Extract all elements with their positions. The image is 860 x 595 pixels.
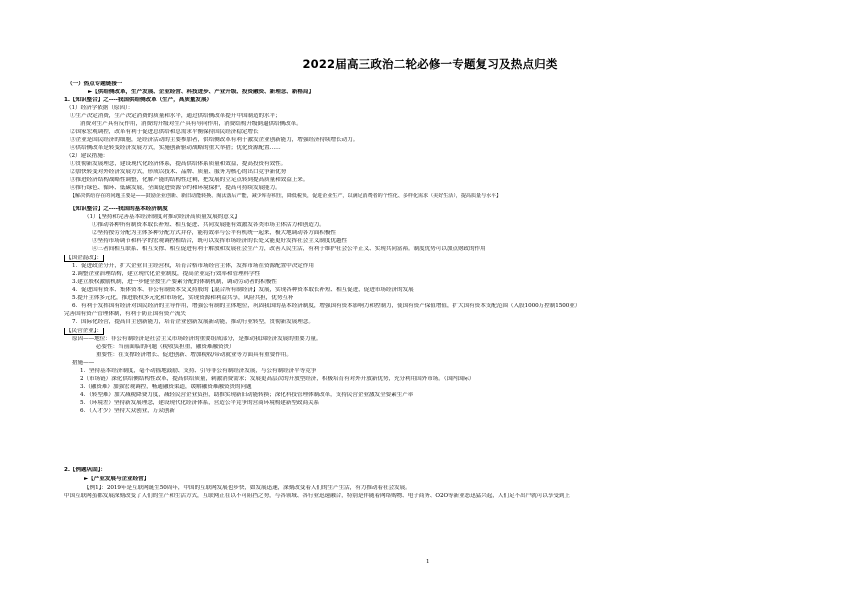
paragraph-line: （1）【坚持和完善基本经济制度对推动经济高质量发展的意义】 (84, 214, 240, 220)
paragraph-line: 6．有利于发挥国有经济对国民经济的主导作用，增强公有制的主体地位，巩固我国的基本经济制度，增强国有资本影响力和控制力，使国有资产保值增值，扩大国有资本支配范围（入股1000万控制1500业） (72, 303, 581, 309)
paragraph-line: ④供给侧改革是转变经济发展方式，实施创新驱动战略的重大举措；优化资源配置…… (70, 145, 281, 151)
paragraph-line: 中国互联网虽都发展深刻改变了人们的生产和生活方式，互联网正在以不可阻挡之势，与各领域、各行业迅速融合，特别是伴随着网络购物、电子商务、O2O等新业态迅猛兴起，人们足不出户就可以享受到上 (64, 493, 570, 499)
knowledge-heading: 1.【知识整合】之----我国供给侧改革（生产，高质量发展） (64, 97, 213, 103)
paragraph-line: 3.建立股权激励机制，进一步健全按生产要素分配的体制机制，调动劳动者的积极性 (72, 279, 277, 285)
document-title: 2022届高三政治二轮必修一专题复习及热点归类 (302, 57, 558, 71)
paragraph-line: ②坚持按劳分配为主体多种分配方式并存，能将效率与公平有机统一起来，极大地调动各方面积极性 (92, 230, 336, 236)
boxed-heading (64, 255, 104, 262)
paragraph-line: ③推进经济结构战略性调整，化解产能的结构性过剩，把发展的立足点转到提高质量和效益上来。 (70, 177, 309, 183)
paragraph-line: 必要性：当前面临的问题（税收负担重，融资难融资贵） (96, 344, 235, 350)
section-heading: （一）热点专题链接一 (67, 81, 123, 87)
paragraph-line: 消费对生产具有反作用，消费的升级对生产具有导向作用，消费结构升级倒逼供给侧改革。 (80, 121, 302, 127)
boxed-heading (64, 328, 104, 335)
page-number: 1 (426, 559, 430, 565)
paragraph-line: 5．（环境差）坚持新发展理念，建设现代化经济体系，营造公平竞争的营商环境构建新型政商关系 (80, 400, 320, 406)
paragraph-line: ①生产决定消费，生产决定消费的质量和水平，通过供给侧改革提升中国制造的水平； (70, 113, 281, 119)
paragraph-line: 原因——地位：非公有制经济是社会主义市场经济的重要组成部分，是推动我国经济发展的重要力量。 (72, 336, 322, 342)
paragraph-line: 4．促进国有资本、集体资本、非公有制资本交叉持股的【混合所有制经济】发展，实现各种资本取长补短、相互促进，促进市场经济的发展 (72, 287, 414, 293)
box-label: 【民营企业】： (66, 328, 103, 334)
paragraph-line: 措施—— (72, 360, 95, 366)
paragraph-line: 重要性：在支撑经济增长、促进创新、增加税收/带动就业等方面具有重要作用。 (96, 352, 292, 358)
paragraph-line: 【例1】：2019年是互联网诞生50周年，中国的互联网发展也步快，如发展迅速，深刻改变着人们的生产生活，有力推动着社会发展。 (84, 485, 411, 491)
paragraph-line: 1．坚持基本经济制度，毫不动摇地鼓励、支持、引导非公有制经济发展，与公有制经济平等竞争 (80, 368, 317, 374)
paragraph-line: ④推行绿色、循环、低碳发展，全面促进资源节约和环境保护，提高可持续发展能力。 (70, 185, 281, 191)
paragraph-line: 4．（转型难）加大减税降费力度，减轻民营企业负担，助推实现新旧动能转换；深化科技管理体制改革，支持民营企业激发全要素生产率 (80, 392, 414, 398)
paragraph-line: ③坚持市场调节和科学的宏观调控相结合，既可以发挥市场经济的长处又能更好发挥社会主义制度优越性 (92, 238, 348, 244)
paragraph-line: （1）经济学依据（原因）： (66, 105, 134, 111)
paragraph-line: 【解决供给存在的问题主要是——鼓励企业创新、新旧动能转换、淘汰落后产能，减少库存积压，降低税负，促进企业生产，以满足消费者的个性化、多样化需求（美好生活），提高质量与水平】 (70, 193, 502, 199)
box-label: 【国企混改】： (66, 255, 103, 261)
paragraph-line: ②国家宏观调控，改革有利于促进总供给和总需求平衡保持国民经济稳定增长 (70, 129, 259, 135)
paragraph-line: 3.（融资难）加强宏观调控，畅通融资渠道，缓解融资难融资贵的问题 (80, 384, 252, 390)
paragraph-line: ①贯彻新发展理念，建设现代化经济体系，提高供给体系质量和效益，提高投资有效性。 (70, 161, 287, 167)
topic-heading: ►【供给侧改革，生产发展、企业经营、科技进步、产业升级、投资融资、新理念、新格局】 (88, 89, 315, 95)
paragraph-line: 5.提升主体多元化，推进股权多元化和市场化，实现资源和利益共享，风险共担，优势互补 (72, 295, 294, 301)
paragraph-line: ③企业是国民经济的细胞，是经济活动的主要参加者，供给侧改革有利于激发企业创新能力，增强经济持续增长动力。 (70, 137, 359, 143)
topic-heading: ►【产业发展与企业经营】 (84, 476, 150, 482)
section-heading: 2.【例题巩固】： (64, 467, 106, 473)
paragraph-line: 7．国际化经营，提高自主创新能力，培育企业创新发展新动能，推动行业转型，贯彻新发展理念。 (72, 319, 314, 325)
paragraph-line: ①推动各种所有制资本取长补短、相互促进、共同发展能有效激发各类市场主体活力和创造力。 (92, 222, 325, 228)
paragraph-line: 2（市场链）深化供给侧结构性改革，提高供给质量，刺激消费需求；发展更高层次的开放型经济，积极培育有对外开放新优势，充分利用国外市场。（国内国际） (80, 376, 475, 382)
paragraph-line: ②加快转变对外经济发展方式，形成以技术、品牌、质量、服务为核心的出口竞争新优势 (70, 169, 287, 175)
paragraph-line: 2.调整企业治理结构，建立现代化企业制度，提高企业运行效率和管理科学性 (72, 271, 261, 277)
knowledge-heading: 【知识整合】之----我国的基本经济制度 (70, 206, 168, 212)
paragraph-line: 完善国有资产管理体制，有利于防止国有资产流失 (64, 311, 186, 317)
paragraph-line: 6．（人才少）坚持大众创业，万众创新 (80, 408, 175, 414)
paragraph-line: （2）建议措施： (66, 153, 109, 159)
paragraph-line: ④三者间相互联系、相互支撑、相互促进有利于解放和发展社会生产力，改善人民生活，有利于维护社会公平正义、实现共同富裕。制度优势可以加点财政的作用 (92, 246, 486, 252)
paragraph-line: 1．促进政企分开，扩大企业自主经营权，培育合格市场经营主体，发挥市场在资源配置中决定作用 (72, 263, 314, 269)
